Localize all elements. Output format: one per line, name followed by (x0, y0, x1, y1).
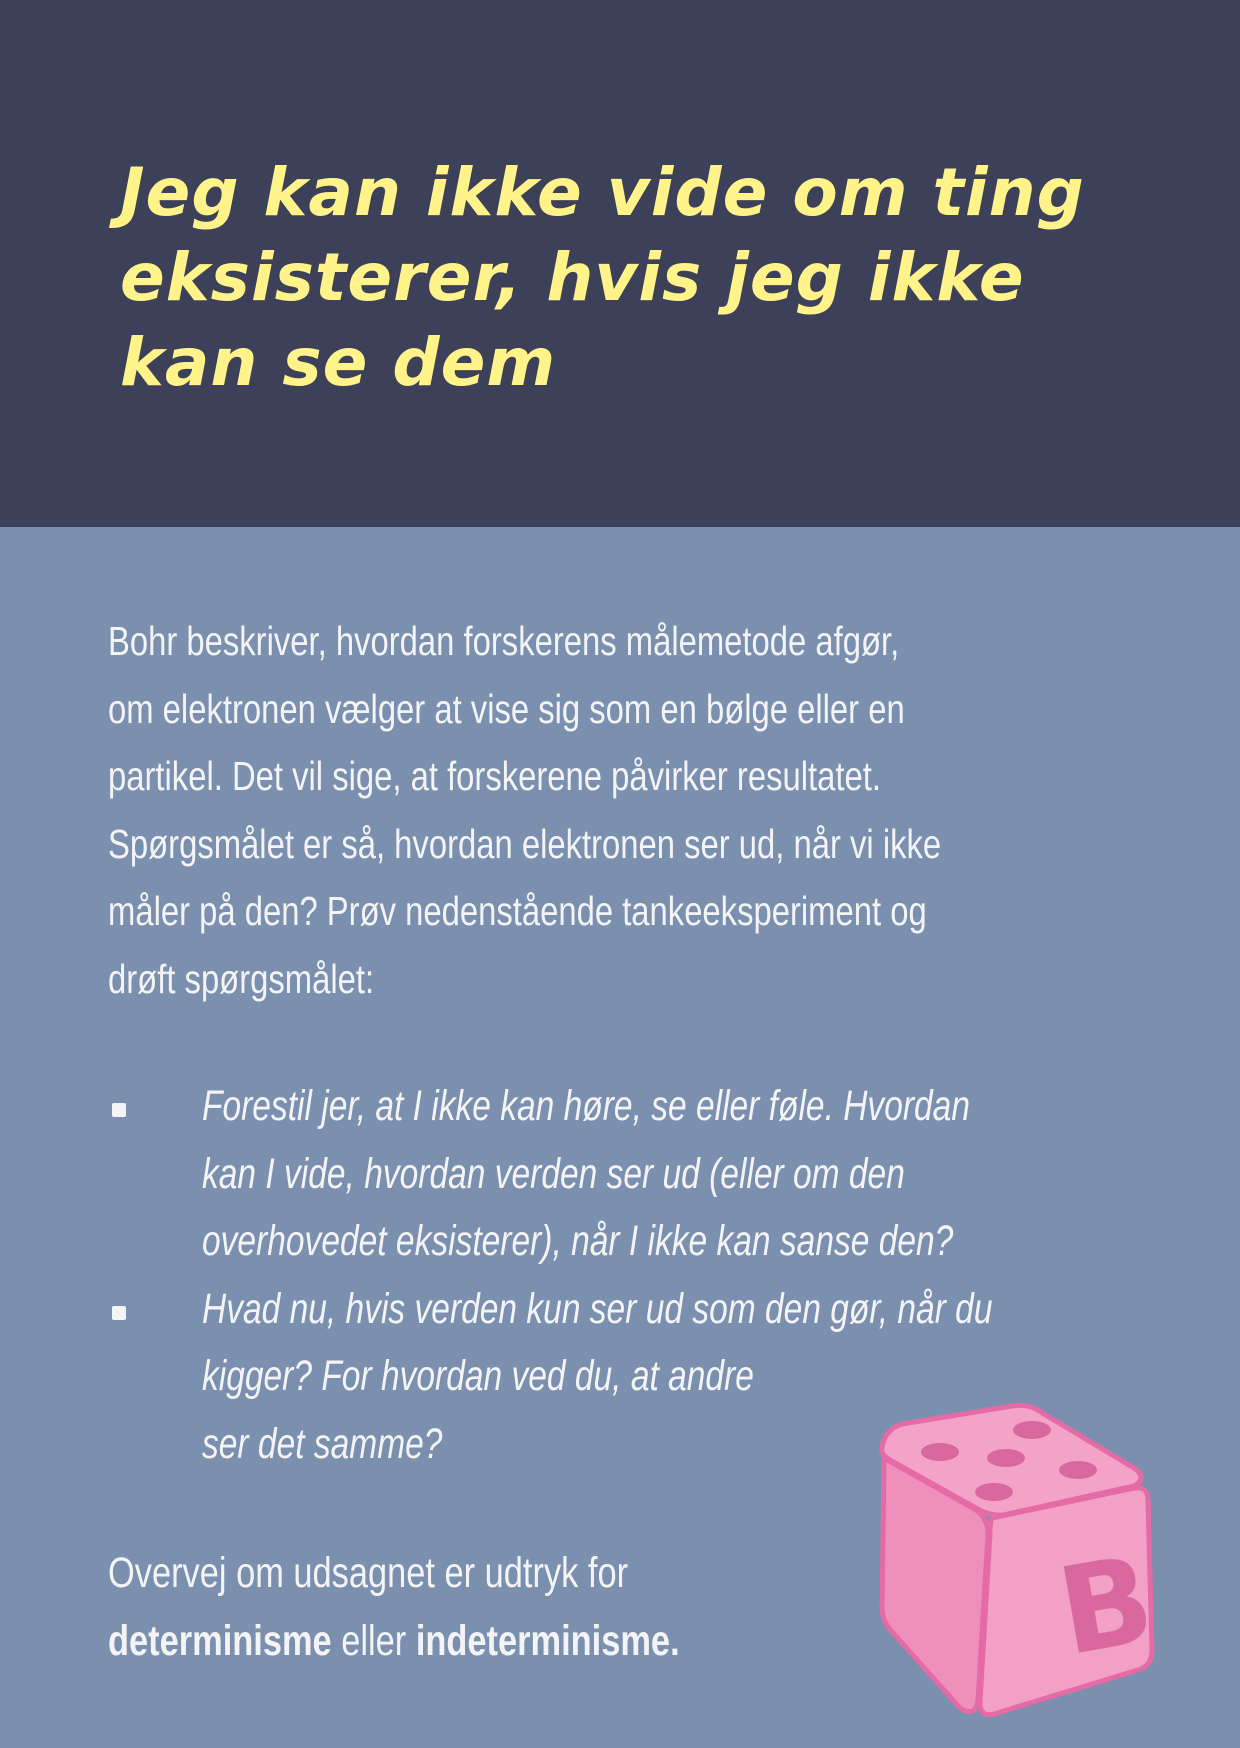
list-item (108, 1073, 1240, 1276)
list-item-text: Forestil jer, at I ikke kan høre, se eller føle. Hvordan kan I vide, hvordan verden ser ud (eller om den overhovedet eksisterer), når I ikke kan sanse den? (202, 1082, 970, 1265)
bullet-icon (112, 1306, 126, 1320)
term-indeterminism: indeterminisme. (415, 1616, 680, 1665)
intro-line: måler på den? Prøv nedenstående tankeeksperiment og (108, 888, 927, 934)
die-pip (987, 1449, 1025, 1467)
intro-line: Spørgsmålet er så, hvordan elektronen ser ud, når vi ikke (108, 820, 942, 867)
header-band (0, 0, 1240, 527)
list-item-text: Hvad nu, hvis verden kun ser ud som den gør, når du kigger? For hvordan ved du, at andre ser det samme? (202, 1284, 993, 1468)
die-pip (1013, 1421, 1051, 1439)
intro-line: drøft spørgsmålet: (108, 955, 375, 1002)
dice-icon (872, 1400, 1192, 1720)
title-line: eksisterer, hvis jeg ikke (120, 239, 1025, 316)
bullet-icon (112, 1103, 126, 1117)
content (108, 608, 1148, 1665)
closing-connector: eller (331, 1616, 416, 1665)
die-letter: B (1048, 1530, 1164, 1684)
title-line: kan se dem (120, 324, 557, 401)
intro-paragraph (108, 608, 1148, 1013)
intro-line: Bohr beskriver, hvordan forskerens målemetode afgør, (108, 618, 900, 664)
intro-line: om elektronen vælger at vise sig som en bølge eller en (108, 685, 905, 732)
die-pip (1059, 1461, 1097, 1479)
intro-line: partikel. Det vil sige, at forskerene påvirker resultatet. (108, 753, 881, 799)
title-line: Jeg kan ikke vide om ting (120, 154, 1085, 231)
term-determinism: determinisme (108, 1616, 332, 1665)
die-pip (921, 1443, 959, 1461)
page-title (120, 150, 1120, 405)
closing-line: Overvej om udsagnet er udtryk for (108, 1549, 629, 1597)
die-pip (975, 1483, 1013, 1501)
